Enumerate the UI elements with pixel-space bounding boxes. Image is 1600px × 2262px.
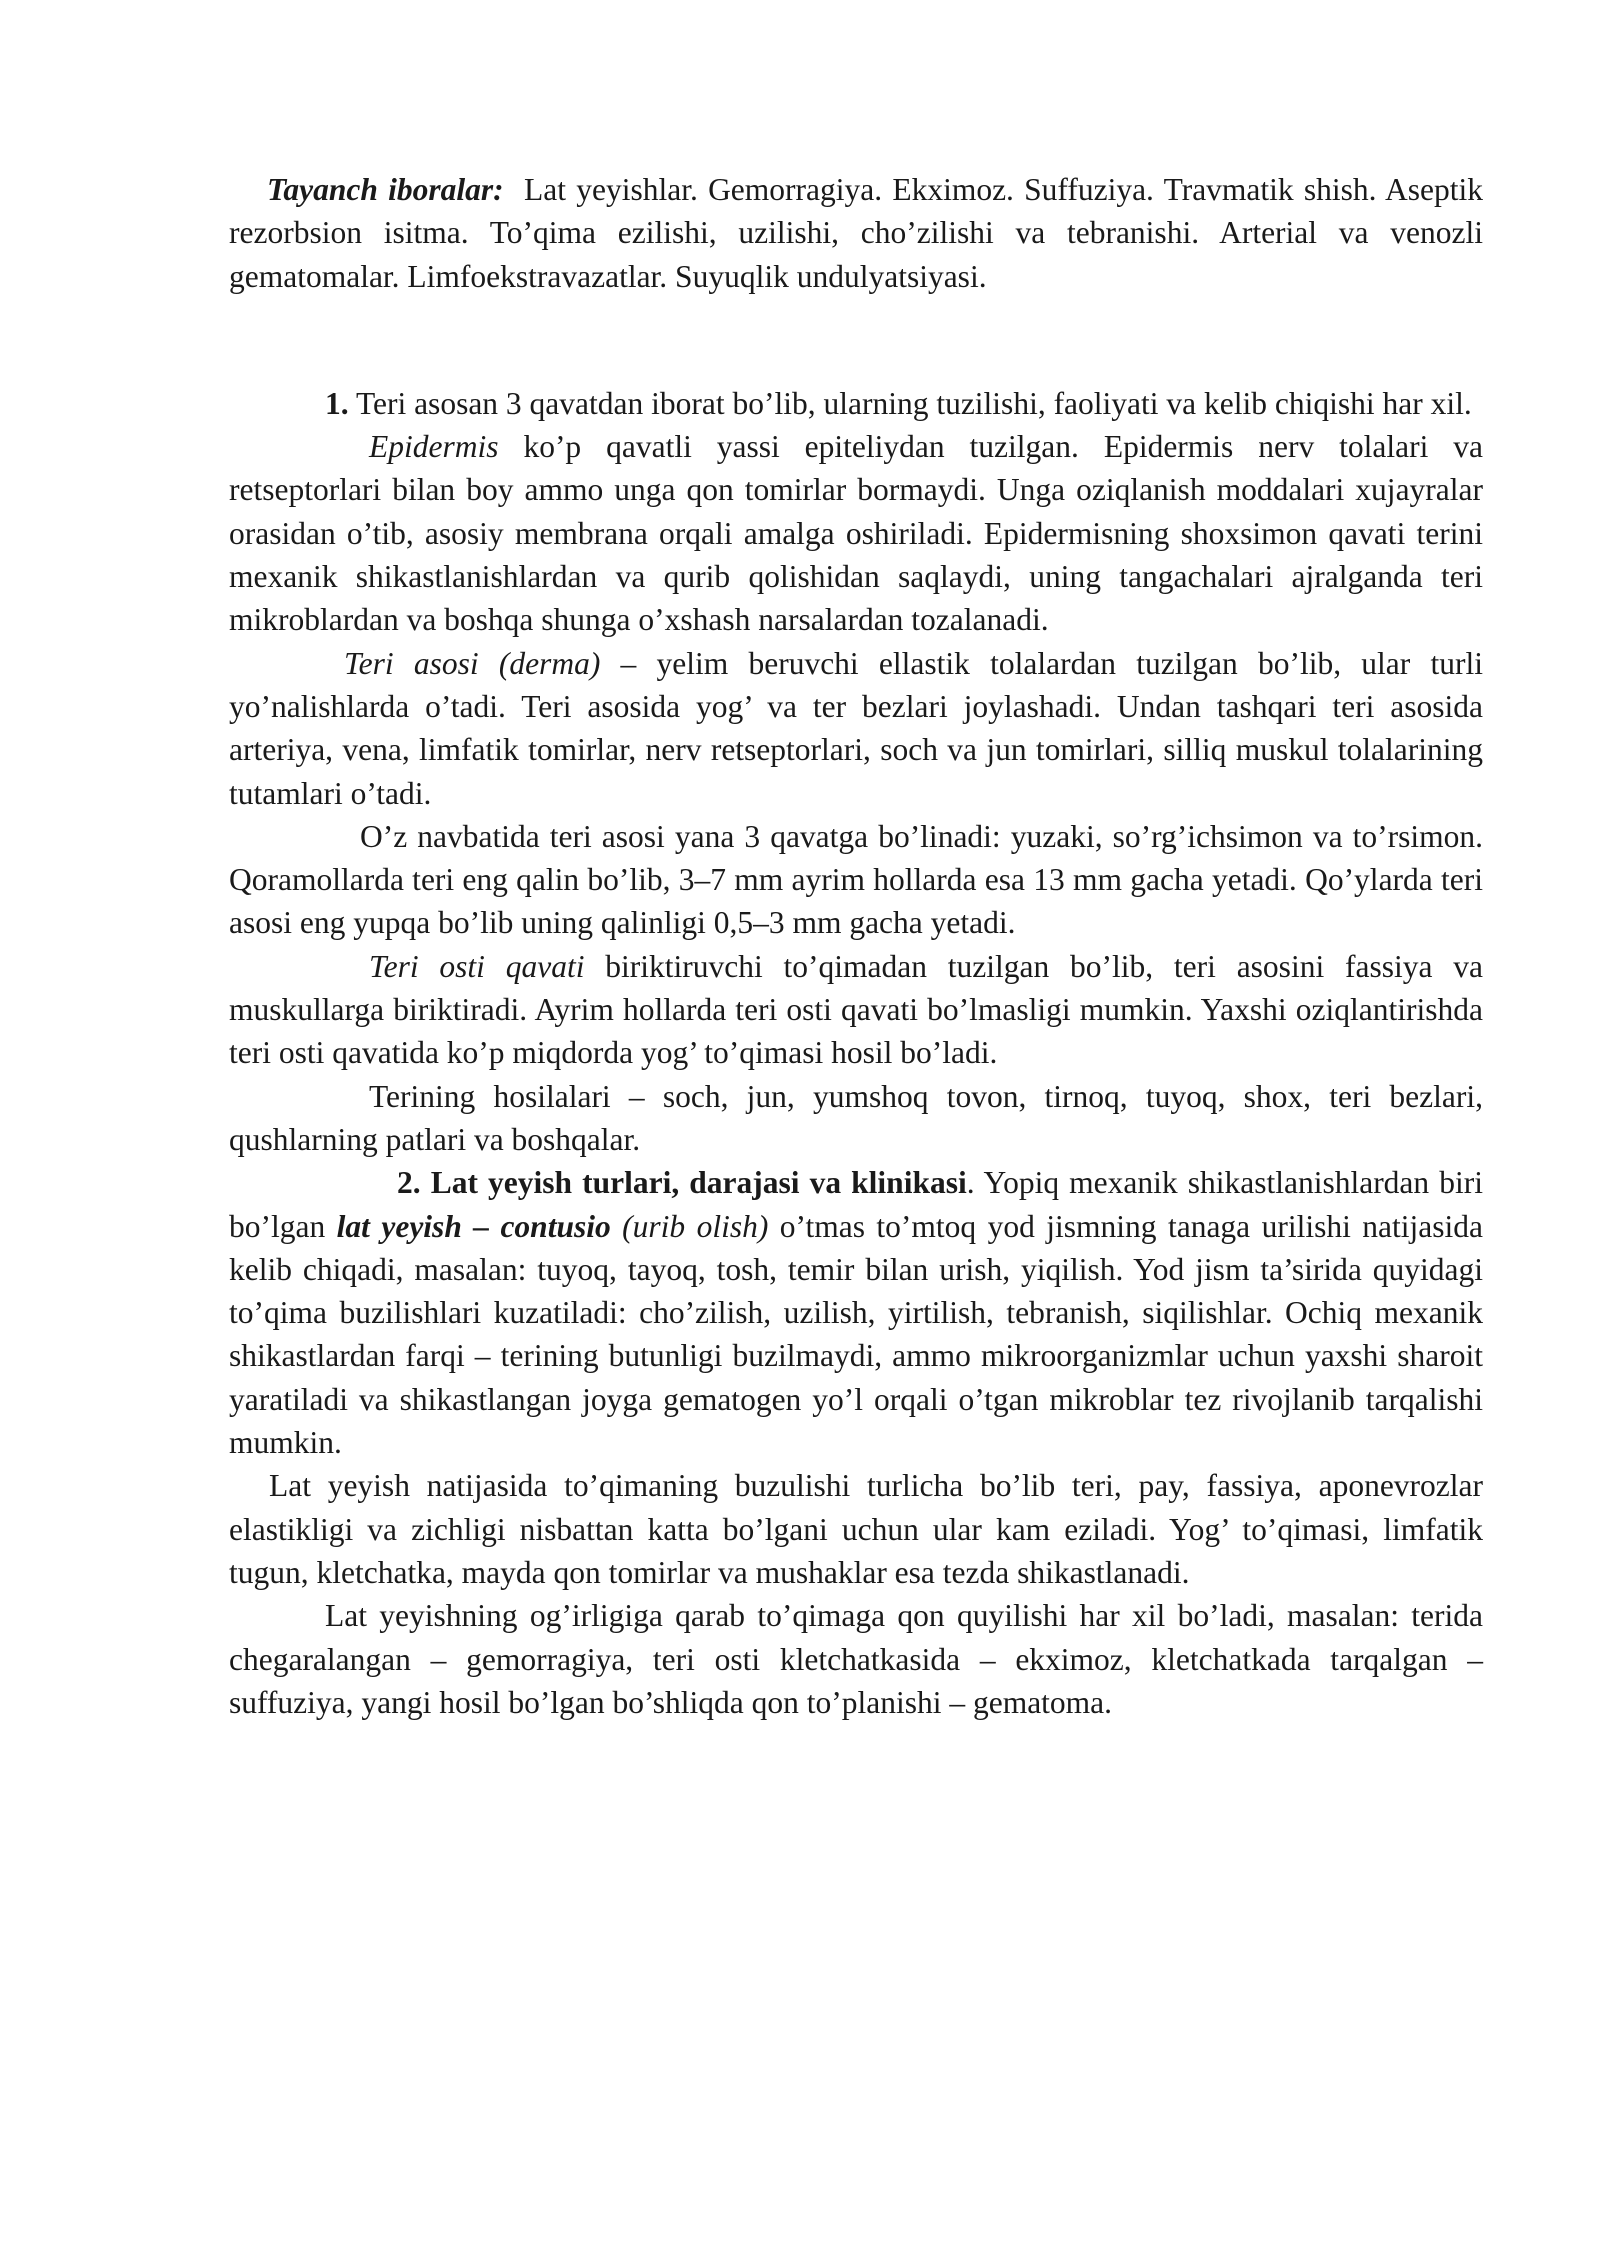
keywords-paragraph <box>229 168 1483 298</box>
keywords-label: Tayanch iboralar: <box>267 172 504 207</box>
section2-heading: 2. Lat yeyish turlari, darajasi va klinikasi <box>397 1165 967 1201</box>
section2-para2 <box>229 1464 1483 1594</box>
derma-text: – yelim beruvchi ellastik tolalardan tuzilgan bo’lib, ular turli yo’nalishlarda o’tadi. Teri asosida yog’ va ter bezlari joylashadi. Undan tashqari teri asosida arteriya, vena, limfatik tomirlar, nerv retseptorlari, soch va jun tomirlari, silliq muskul tolalarining tutamlari o’tadi. <box>229 645 1484 811</box>
section2-paragraph <box>229 1161 1483 1464</box>
section2-para3 <box>229 1594 1483 1724</box>
derivatives-text: Terining hosilalari – soch, jun, yumshoq tovon, tirnoq, tuyoq, shox, teri bezlari, qushlarning patlari va boshqalar. <box>229 1078 1483 1157</box>
derma-paragraph <box>229 642 1483 815</box>
subcutis-paragraph <box>229 945 1483 1075</box>
section1-number: 1. <box>325 385 349 421</box>
layers-paragraph <box>229 815 1483 945</box>
paragraph-gap <box>229 298 1483 382</box>
section1-intro <box>229 382 1483 425</box>
document-page <box>229 168 1483 1724</box>
derivatives-paragraph <box>229 1075 1483 1162</box>
subcutis-term: Teri osti qavati <box>369 948 585 984</box>
epidermis-paragraph <box>229 425 1483 641</box>
contusio-translation: (urib olish) <box>622 1208 769 1244</box>
section2-text-a: Yopiq mexanik shikastlanishlardan biri bo’lgan <box>229 1165 1483 1244</box>
layers-text: O’z navbatida teri asosi yana 3 qavatga bo’linadi: yuzaki, so’rg’ichsimon va to’rsimon. Qoramollarda teri eng qalin bo’lib, 3–7 mm ayrim hollarda esa 13 mm gacha yetadi. Qo’ylarda teri asosi eng yupqa bo’lib uning qalinligi 0,5–3 mm gacha yetadi. <box>229 818 1483 941</box>
section1-intro-text: Teri asosan 3 qavatdan iborat bo’lib, ularning tuzilishi, faoliyati va kelib chiqishi har xil. <box>355 385 1472 421</box>
section2-para3-text: Lat yeyishning og’irligiga qarab to’qimaga qon quyilishi har xil bo’ladi, masalan: terida chegaralangan – gemorragiya, teri osti kletchatkasida – ekximoz, kletchatkada tarqalgan – suffuziya, yangi hosil bo’lgan bo’shliqda qon to’planishi – gematoma. <box>229 1598 1483 1720</box>
epidermis-text: ko’p qavatli yassi epiteliydan tuzilgan. Epidermis nerv tolalari va retseptorlari bilan boy ammo unga qon tomirlar bormaydi. Unga oziqlanish moddalari xujayralar orasidan o’tib, asosiy membrana orqali amalga oshiriladi. Epidermisning shoxsimon qavati terini mexanik shikastlanishlardan va qurib qolishidan saqlaydi, uning tangachalari ajralganda teri mikroblardan va boshqa shunga o’xshash narsalardan tozalanadi. <box>229 429 1484 638</box>
contusio-term: lat yeyish – contusio <box>336 1208 611 1244</box>
section2-heading-dot: . <box>966 1165 975 1201</box>
section2-text-b: o’tmas to’mtoq yod jismning tanaga urilishi natijasida kelib chiqadi, masalan: tuyoq, tayoq, tosh, temir bilan urish, yiqilish. Yod jism ta’sirida quyidagi to’qima buzilishlari kuzatiladi: cho’zilish, uzilish, yirtilish, tebranish, siqilishlar. Ochiq mexanik shikastlardan farqi – terining butunligi buzilmaydi, ammo mikroorganizmlar uchun yaxshi sharoit yaratiladi va shikastlangan joyga gematogen yo’l orqali o’tgan mikroblar tez rivojlanib tarqalishi mumkin. <box>229 1208 1483 1461</box>
subcutis-text: biriktiruvchi to’qimadan tuzilgan bo’lib, teri asosini fassiya va muskullarga biriktiradi. Ayrim hollarda teri osti qavati bo’lmasligi mumkin. Yaxshi oziqlantirishda teri osti qavatida ko’p miqdorda yog’ to’qimasi hosil bo’ladi. <box>229 948 1483 1071</box>
derma-term: Teri asosi (derma) <box>344 645 601 681</box>
section2-para2-text: Lat yeyish natijasida to’qimaning buzulishi turlicha bo’lib teri, pay, fassiya, aponevrozlar elastikligi va zichligi nisbattan katta bo’lgani uchun ular kam eziladi. Yog’ to’qimasi, limfatik tugun, kletchatka, mayda qon tomirlar va mushaklar esa tezda shikastlanadi. <box>229 1468 1483 1590</box>
keywords-text: Lat yeyishlar. Gemorragiya. Ekximoz. Suffuziya. Travmatik shish. Aseptik rezorbsion isitma. To’qima ezilishi, uzilishi, cho’zilishi va tebranishi. Arterial va venozli gematomalar. Limfoekstravazatlar. Suyuqlik undulyatsiyasi. <box>229 172 1484 294</box>
epidermis-term: Epidermis <box>369 429 499 465</box>
